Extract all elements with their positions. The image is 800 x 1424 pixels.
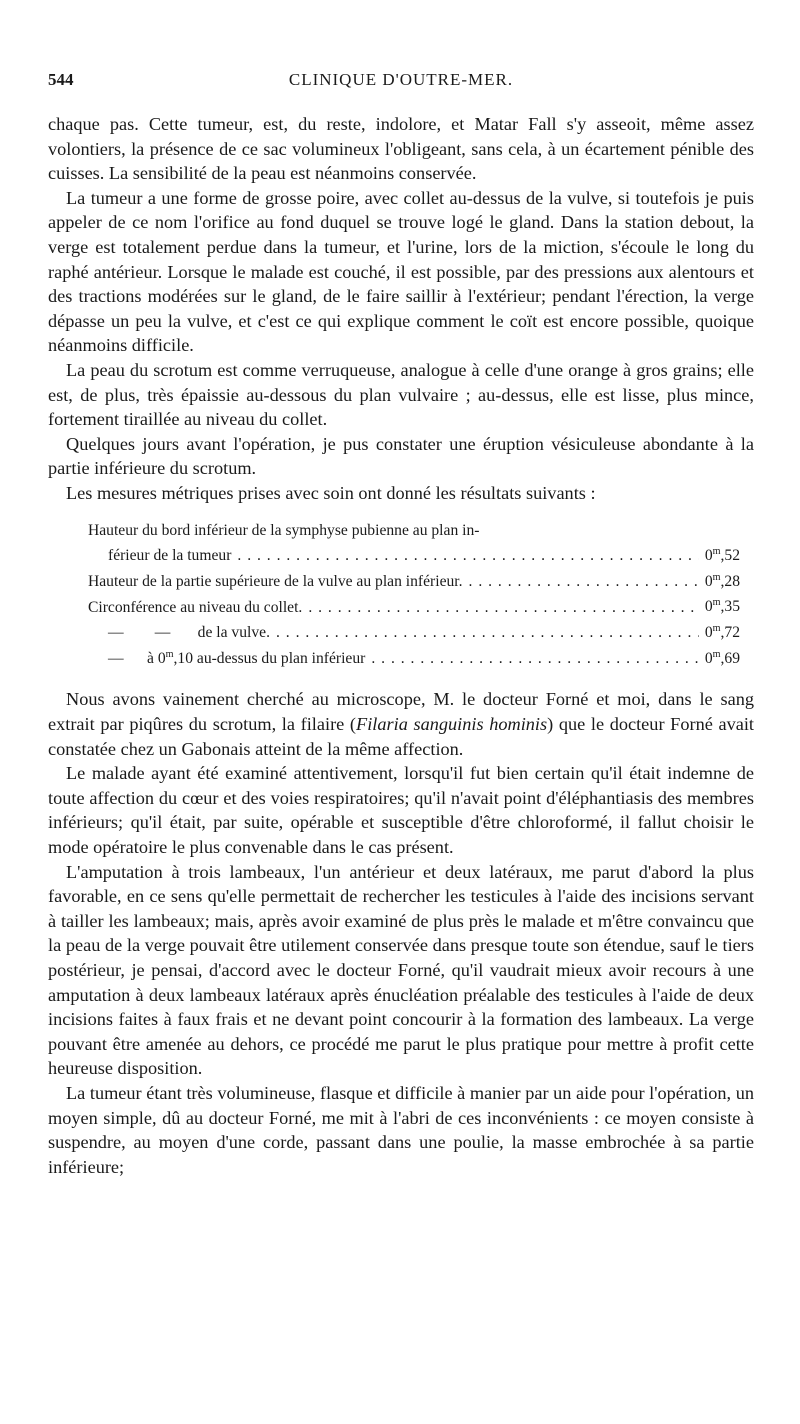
paragraph: Quelques jours avant l'opération, je pus constater une éruption vésiculeuse abondante à la partie inférieure du scrotum. xyxy=(48,433,754,479)
measurement-value: 0$^m$,69 xyxy=(704,648,740,667)
measurement-label: Hauteur de la partie supérieure de la vulve au plan inférieur. xyxy=(88,572,463,590)
paragraph: L'amputation à trois lambeaux, l'un antérieur et deux latéraux, me parut d'abord la plus favorable, en ce sens qu'elle permettait de rechercher les testicules à l'aide des incisions servant à tailler les lambeaux; mais, après avoir examiné de plus près le malade et m'être convaincu que la peau de la verge pouvait être utilement conservée dans presque toute son étendue, sauf le tiers postérieur, je pensai, d'accord avec le docteur Forné, qu'il vaudrait mieux avoir recours à une amputation à deux lambeaux latéraux après énucléation préalable des testicules à l'aide de deux incisions faites à faux frais et ne devant point concourir à la formation des lambeaux. La verge pouvant être amenée au dehors, ce procédé me parut le plus pratique pour mettre à profit cette heureuse disposition. xyxy=(48,861,754,1079)
measurement-label: Circonférence au niveau du collet. xyxy=(88,598,303,616)
measurement-value: 0$^m$,35 xyxy=(704,597,740,616)
measurement-row xyxy=(88,644,740,670)
measurement-label-line: Hauteur du bord inférieur de la symphyse pubienne au plan in- xyxy=(88,521,480,539)
paragraph: La tumeur a une forme de grosse poire, avec collet au-dessus de la vulve, si toutefois je puis appeler de ce nom l'orifice au fond duquel se trouve logé le gland. Dans la station debout, la verge est totalement perdue dans la tumeur, et l'urine, lors de la miction, s'écoule le long du raphé antérieur. Lorsque le malade est couché, il est possible, par des pressions aux alentours et des tractions modérées sur le gland, de le faire saillir à l'extérieur; pendant l'érection, la verge dépasse un peu la vulve, et c'est ce qui explique comment le coït est encore possible, quoique néanmoins difficile. xyxy=(48,187,754,356)
page-number: 544 xyxy=(48,70,74,89)
measurement-row xyxy=(88,618,740,644)
measurement-row xyxy=(88,541,740,567)
measurement-label: férieur de la tumeur xyxy=(108,547,232,565)
measurement-value: 0$^m$,52 xyxy=(704,546,740,565)
page-body xyxy=(48,112,754,1179)
measurement-label: — à 0$^m$,10 au-dessus du plan inférieur xyxy=(108,648,366,667)
measurements-list xyxy=(88,520,740,670)
measurement-row xyxy=(88,567,740,593)
paragraph-filaria: Nous avons vainement cherché au microscope, M. le docteur Forné et moi, dans le sang extrait par piqûres du scrotum, la filaire (Filaria sanguinis hominis) que le docteur Forné avait constatée chez un Gabonais atteint de la même affection. xyxy=(48,689,754,759)
running-title: CLINIQUE D'OUTRE-MER. xyxy=(288,70,514,89)
paragraph: La tumeur étant très volumineuse, flasque et difficile à manier par un aide pour l'opération, un moyen simple, dû au docteur Forné, me mit à l'abri de ces inconvénients : ce moyen consiste à suspendre, au moyen d'une corde, passant dans une poulie, la masse embrochée à sa partie inférieure; xyxy=(48,1082,754,1177)
page-header xyxy=(48,70,754,96)
paragraph: La peau du scrotum est comme verruqueuse, analogue à celle d'une orange à gros grains; elle est, de plus, très épaissie au-dessous du plan vulvaire ; au-dessus, elle est lisse, plus mince, fortement tiraillée au niveau du collet. xyxy=(48,359,754,430)
measurement-label: — — de la vulve. xyxy=(108,624,270,642)
species-name: Filaria sanguinis hominis xyxy=(356,714,548,735)
paragraph: Le malade ayant été examiné attentivement, lorsqu'il fut bien certain qu'il était indemne de toute affection du cœur et des voies respiratoires; qu'il n'avait point d'éléphantiasis des membres inférieurs; qu'il était, par suite, opérable et susceptible d'être chloroformé, il fallut choisir le mode opératoire le plus convenable dans le cas présent. xyxy=(48,763,754,857)
measurement-row xyxy=(88,592,740,618)
measurement-value: 0$^m$,28 xyxy=(704,571,740,590)
measurement-value: 0$^m$,72 xyxy=(704,623,740,642)
paragraph: chaque pas. Cette tumeur, est, du reste, indolore, et Matar Fall s'y asseoit, même assez volontiers, la présence de ce sac volumineux l'obligeant, sans cela, à un écartement pénible des cuisses. La sensibilité de la peau est néanmoins conservée. xyxy=(48,114,754,184)
paragraph: Les mesures métriques prises avec soin ont donné les résultats suivants : xyxy=(66,482,596,503)
